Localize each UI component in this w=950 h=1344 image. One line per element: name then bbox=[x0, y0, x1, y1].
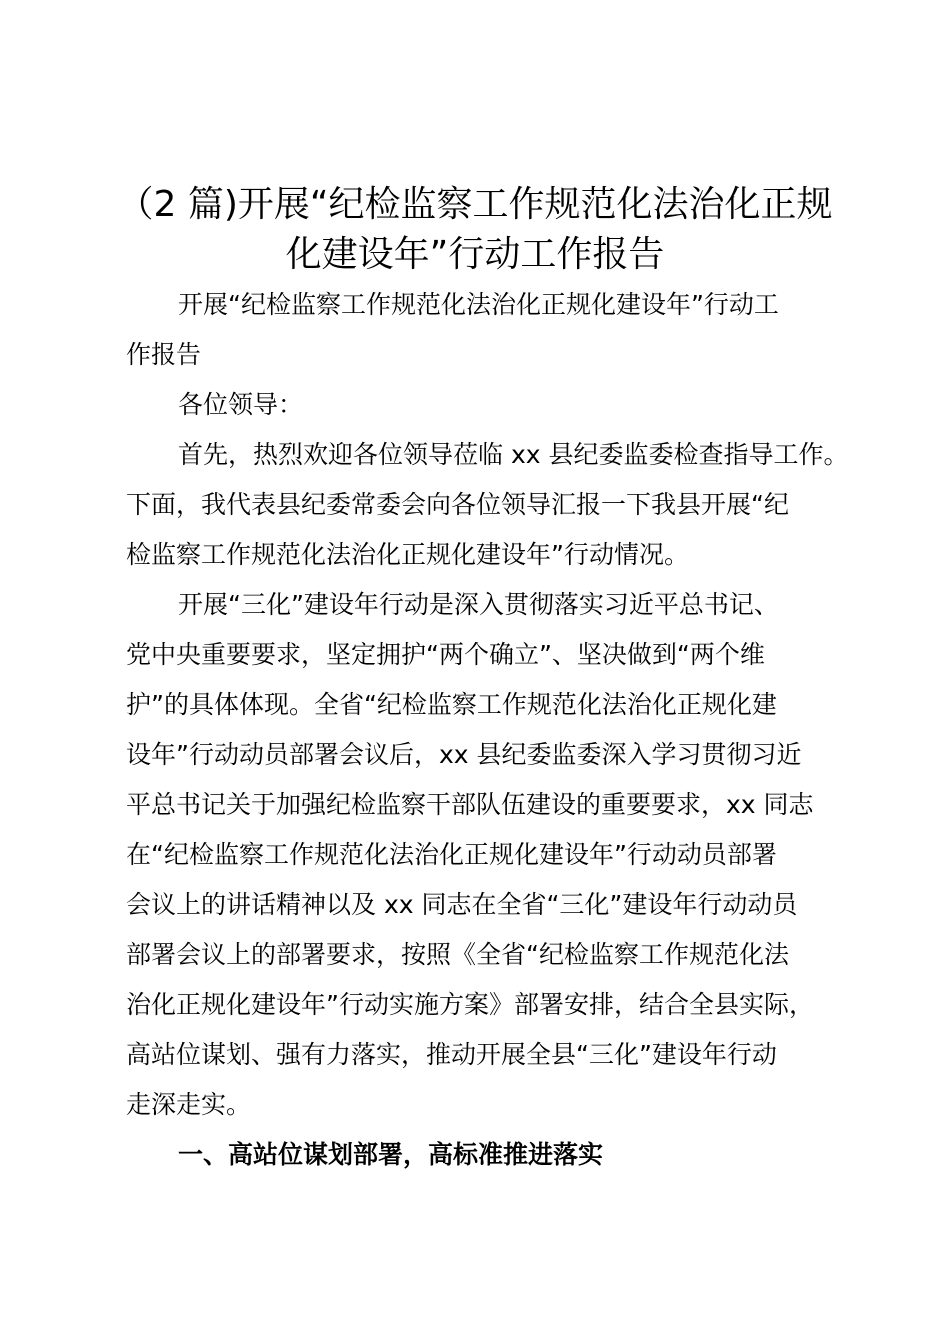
title-line-1: （2 篇)开展“纪检监察工作规范化法治化正规 bbox=[117, 184, 833, 225]
document-body bbox=[126, 280, 849, 1180]
body-line: 开展“三化”建设年行动是深入贯彻落实习近平总书记、 bbox=[178, 590, 779, 619]
title-line-2: 化建设年”行动工作报告 bbox=[285, 234, 665, 275]
body-line: 治化正规化建设年”行动实施方案》部署安排，结合全县实际， bbox=[126, 990, 814, 1019]
body-line: 护”的具体体现。全省“纪检监察工作规范化法治化正规化建 bbox=[126, 690, 777, 719]
body-line: 高站位谋划、强有力落实，推动开展全县“三化”建设年行动 bbox=[126, 1040, 777, 1069]
body-line: 部署会议上的部署要求，按照《全省“纪检监察工作规范化法 bbox=[126, 940, 789, 969]
body-line: 设年”行动动员部署会议后，xx 县纪委监委深入学习贯彻习近 bbox=[126, 740, 802, 769]
body-line: 检监察工作规范化法治化正规化建设年”行动情况。 bbox=[126, 540, 689, 569]
body-line: 平总书记关于加强纪检监察干部队伍建设的重要要求，xx 同志 bbox=[126, 790, 814, 819]
salutation: 各位领导： bbox=[178, 390, 304, 419]
document-title bbox=[100, 180, 850, 280]
body-line: 党中央重要要求，坚定拥护“两个确立”、坚决做到“两个维 bbox=[126, 640, 765, 669]
body-line: 下面，我代表县纪委常委会向各位领导汇报一下我县开展“纪 bbox=[126, 490, 789, 519]
body-line: 在“纪检监察工作规范化法治化正规化建设年”行动动员部署 bbox=[126, 840, 777, 869]
body-line: 会议上的讲话精神以及 xx 同志在全省“三化”建设年行动动员 bbox=[126, 890, 798, 919]
section-heading: 一、高站位谋划部署，高标准推进落实 bbox=[178, 1140, 604, 1169]
body-line: 首先，热烈欢迎各位领导莅临 xx 县纪委监委检查指导工作。 bbox=[178, 440, 849, 469]
body-line: 作报告 bbox=[126, 340, 202, 369]
body-line: 开展“纪检监察工作规范化法治化正规化建设年”行动工 bbox=[178, 290, 779, 319]
body-line: 走深走实。 bbox=[126, 1090, 252, 1119]
